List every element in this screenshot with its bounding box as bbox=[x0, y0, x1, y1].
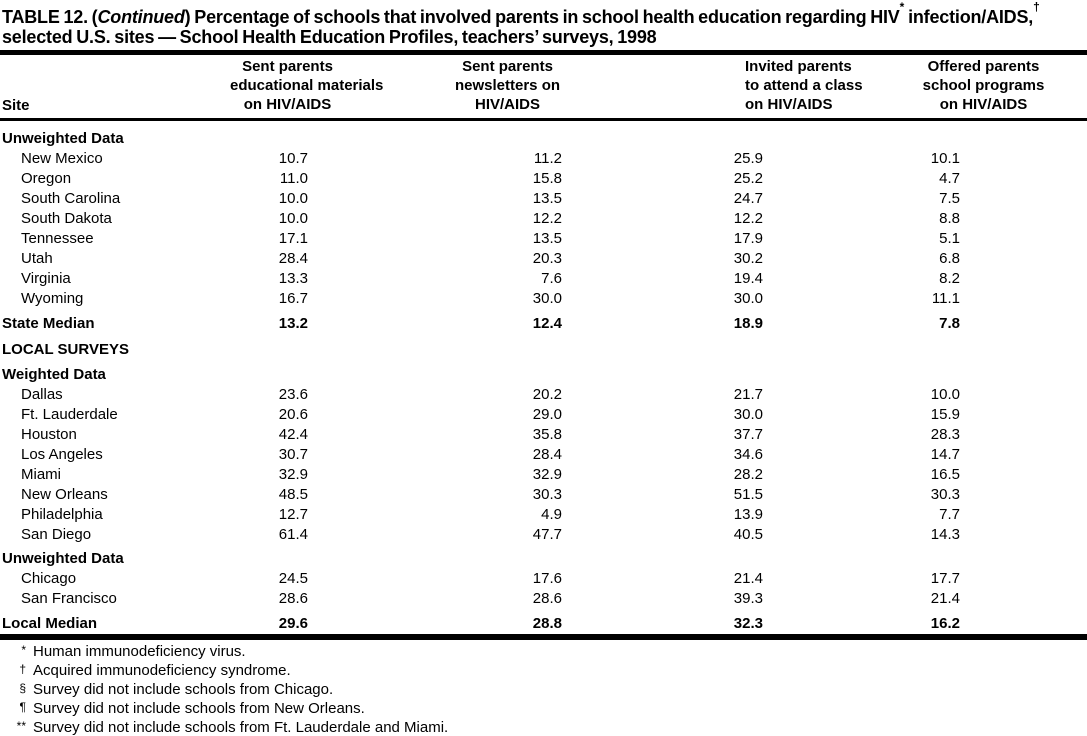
value-cell: 28.3 bbox=[930, 426, 960, 443]
value-cell: 16.5 bbox=[930, 466, 960, 483]
value-cell: 13.5 bbox=[532, 190, 562, 207]
table-row bbox=[0, 405, 1087, 425]
footnote-text: Human immunodeficiency virus. bbox=[33, 643, 246, 660]
site-cell: Houston bbox=[21, 426, 77, 443]
site-cell: San Francisco bbox=[21, 590, 117, 607]
section-row bbox=[0, 334, 1087, 360]
site-cell: Philadelphia bbox=[21, 506, 103, 523]
value-cell: 35.8 bbox=[532, 426, 562, 443]
site-cell: Virginia bbox=[21, 270, 71, 287]
table-row bbox=[0, 149, 1087, 169]
value-cell: 20.2 bbox=[532, 386, 562, 403]
table-body bbox=[0, 120, 1087, 635]
value-cell: 61.4 bbox=[278, 526, 308, 543]
table-header bbox=[0, 55, 1087, 120]
value-cell: 28.4 bbox=[278, 250, 308, 267]
value-cell: 10.0 bbox=[278, 210, 308, 227]
site-cell: Wyoming bbox=[21, 290, 84, 307]
table-row bbox=[0, 249, 1087, 269]
value-cell: 30.2 bbox=[733, 250, 763, 267]
header-line: school programs bbox=[922, 77, 1045, 94]
value-cell: 17.6 bbox=[532, 570, 562, 587]
column-header-invited bbox=[595, 55, 863, 120]
footnote-text: Acquired immunodeficiency syndrome. bbox=[33, 662, 291, 679]
value-cell: 21.4 bbox=[733, 570, 763, 587]
site-cell: Utah bbox=[21, 250, 53, 267]
section-row bbox=[0, 120, 1087, 150]
site-column-header: Site bbox=[0, 55, 230, 120]
section-label: Unweighted Data bbox=[2, 550, 124, 567]
value-cell: 13.2 bbox=[278, 315, 308, 332]
value-cell: 28.6 bbox=[532, 590, 562, 607]
title-text-part: ) Percentage of schools that involved parents in school health education regarding HIV bbox=[184, 7, 900, 27]
table-row bbox=[0, 485, 1087, 505]
value-cell: 30.3 bbox=[930, 486, 960, 503]
site-cell: New Mexico bbox=[21, 150, 103, 167]
footnote-mark: § bbox=[19, 681, 26, 695]
value-cell: 10.7 bbox=[278, 150, 308, 167]
header-line: on HIV/AIDS bbox=[939, 96, 1028, 113]
value-cell: 37.7 bbox=[733, 426, 763, 443]
footnote-text: Survey did not include schools from Ft. Lauderdale and Miami. bbox=[33, 719, 449, 736]
value-cell: 16.2 bbox=[930, 615, 960, 632]
value-cell: 7.7 bbox=[939, 506, 960, 523]
footnote-mark: † bbox=[19, 662, 26, 676]
footnote-mark: ¶ bbox=[19, 700, 26, 714]
value-cell: 13.9 bbox=[733, 506, 763, 523]
value-cell: 28.8 bbox=[532, 615, 562, 632]
footnote-line bbox=[4, 642, 1087, 661]
title-line-2: selected U.S. sites — School Health Education Profiles, teachers’ surveys, 1998 bbox=[2, 27, 657, 47]
section-label: LOCAL SURVEYS bbox=[2, 341, 129, 358]
value-cell: 20.6 bbox=[278, 406, 308, 423]
value-cell: 30.0 bbox=[733, 290, 763, 307]
value-cell: 21.4 bbox=[930, 590, 960, 607]
header-line: Sent parents bbox=[462, 58, 553, 75]
footnote-text: Survey did not include schools from Chicago. bbox=[33, 681, 334, 698]
header-line: on HIV/AIDS bbox=[745, 96, 833, 113]
value-cell: 4.9 bbox=[541, 506, 562, 523]
title-text-part: TABLE 12. ( bbox=[2, 7, 98, 27]
table-row bbox=[0, 269, 1087, 289]
value-cell: 7.6 bbox=[541, 270, 562, 287]
value-cell: 8.2 bbox=[939, 270, 960, 287]
value-cell: 8.8 bbox=[939, 210, 960, 227]
median-row bbox=[0, 609, 1087, 634]
value-cell: 14.7 bbox=[930, 446, 960, 463]
header-line: Invited parents bbox=[745, 58, 852, 75]
header-line: Sent parents bbox=[242, 58, 333, 75]
site-cell: New Orleans bbox=[21, 486, 108, 503]
value-cell: 29.6 bbox=[278, 615, 308, 632]
continued-label: Continued bbox=[97, 7, 185, 27]
value-cell: 32.9 bbox=[278, 466, 308, 483]
table-row bbox=[0, 569, 1087, 589]
footnote-line bbox=[4, 699, 1087, 718]
value-cell: 30.0 bbox=[532, 290, 562, 307]
header-line: newsletters on bbox=[454, 77, 561, 94]
header-line: HIV/AIDS bbox=[474, 96, 540, 113]
value-cell: 25.9 bbox=[733, 150, 763, 167]
table-row bbox=[0, 465, 1087, 485]
value-cell: 10.1 bbox=[930, 150, 960, 167]
value-cell: 6.8 bbox=[939, 250, 960, 267]
value-cell: 7.8 bbox=[939, 315, 960, 332]
table-row bbox=[0, 169, 1087, 189]
table-row bbox=[0, 525, 1087, 545]
site-cell: State Median bbox=[2, 315, 95, 332]
value-cell: 24.5 bbox=[278, 570, 308, 587]
value-cell: 7.5 bbox=[939, 190, 960, 207]
value-cell: 11.0 bbox=[279, 170, 308, 187]
site-cell: Local Median bbox=[2, 615, 98, 632]
site-cell: Dallas bbox=[21, 386, 63, 403]
footnote-line bbox=[4, 680, 1087, 699]
data-table bbox=[0, 55, 1087, 634]
value-cell: 12.7 bbox=[278, 506, 308, 523]
value-cell: 30.3 bbox=[532, 486, 562, 503]
table-row bbox=[0, 505, 1087, 525]
value-cell: 12.2 bbox=[532, 210, 562, 227]
aids-footnote-mark: † bbox=[1033, 0, 1040, 14]
value-cell: 47.7 bbox=[532, 526, 562, 543]
site-cell: Tennessee bbox=[21, 230, 94, 247]
value-cell: 13.5 bbox=[532, 230, 562, 247]
header-line: on HIV/AIDS bbox=[243, 96, 332, 113]
title-text-part: infection/AIDS, bbox=[904, 7, 1034, 27]
footnote-mark: ** bbox=[16, 719, 26, 733]
value-cell: 48.5 bbox=[278, 486, 308, 503]
value-cell: 20.3 bbox=[532, 250, 562, 267]
site-cell: Los Angeles bbox=[21, 446, 103, 463]
site-cell: Oregon bbox=[21, 170, 72, 187]
value-cell: 51.5 bbox=[733, 486, 763, 503]
value-cell: 34.6 bbox=[733, 446, 763, 463]
table-row bbox=[0, 589, 1087, 609]
table-row bbox=[0, 209, 1087, 229]
value-cell: 28.4 bbox=[532, 446, 562, 463]
value-cell: 16.7 bbox=[278, 290, 308, 307]
value-cell: 10.0 bbox=[278, 190, 308, 207]
value-cell: 28.6 bbox=[278, 590, 308, 607]
site-cell: San Diego bbox=[21, 526, 92, 543]
value-cell: 12.2 bbox=[733, 210, 763, 227]
section-label: Weighted Data bbox=[2, 366, 106, 383]
section-row bbox=[0, 545, 1087, 569]
value-cell: 30.0 bbox=[733, 406, 763, 423]
footnote-line bbox=[4, 661, 1087, 680]
table-row bbox=[0, 425, 1087, 445]
value-cell: 32.9 bbox=[532, 466, 562, 483]
value-cell: 12.4 bbox=[532, 315, 562, 332]
header-line: educational materials bbox=[230, 77, 384, 94]
value-cell: 17.1 bbox=[278, 230, 308, 247]
bottom-rule bbox=[0, 634, 1087, 640]
value-cell: 18.9 bbox=[733, 315, 763, 332]
value-cell: 25.2 bbox=[733, 170, 763, 187]
table-row bbox=[0, 289, 1087, 309]
value-cell: 15.9 bbox=[930, 406, 960, 423]
value-cell: 40.5 bbox=[733, 526, 763, 543]
footnote-line bbox=[4, 718, 1087, 736]
page-title bbox=[0, 0, 1087, 47]
site-cell: South Carolina bbox=[21, 190, 121, 207]
value-cell: 23.6 bbox=[278, 386, 308, 403]
header-line: to attend a class bbox=[745, 77, 863, 94]
table-row bbox=[0, 385, 1087, 405]
footnote-text: Survey did not include schools from New Orleans. bbox=[33, 700, 365, 717]
value-cell: 39.3 bbox=[733, 590, 763, 607]
section-label: Unweighted Data bbox=[2, 130, 124, 147]
value-cell: 24.7 bbox=[733, 190, 763, 207]
median-row bbox=[0, 309, 1087, 334]
value-cell: 28.2 bbox=[733, 466, 763, 483]
value-cell: 17.7 bbox=[930, 570, 960, 587]
footnote-mark: * bbox=[21, 643, 26, 657]
header-row bbox=[0, 55, 1087, 120]
value-cell: 32.3 bbox=[733, 615, 763, 632]
value-cell: 4.7 bbox=[939, 170, 960, 187]
site-cell: Ft. Lauderdale bbox=[21, 406, 118, 423]
value-cell: 11.2 bbox=[533, 150, 562, 167]
value-cell: 19.4 bbox=[733, 270, 763, 287]
value-cell: 29.0 bbox=[532, 406, 562, 423]
table-row bbox=[0, 229, 1087, 249]
value-cell: 42.4 bbox=[278, 426, 308, 443]
title-line-1 bbox=[2, 2, 1087, 27]
value-cell: 14.3 bbox=[930, 526, 960, 543]
value-cell: 21.7 bbox=[733, 386, 763, 403]
site-cell: Chicago bbox=[21, 570, 77, 587]
site-cell: Miami bbox=[21, 466, 61, 483]
value-cell: 15.8 bbox=[532, 170, 562, 187]
value-cell: 13.3 bbox=[278, 270, 308, 287]
value-cell: 17.9 bbox=[733, 230, 763, 247]
hiv-footnote-mark: * bbox=[899, 0, 905, 14]
header-line: Offered parents bbox=[927, 58, 1040, 75]
column-header-newsletters bbox=[395, 55, 595, 120]
section-row bbox=[0, 360, 1087, 385]
site-cell: South Dakota bbox=[21, 210, 112, 227]
value-cell: 11.1 bbox=[931, 290, 960, 307]
value-cell: 30.7 bbox=[278, 446, 308, 463]
value-cell: 10.0 bbox=[930, 386, 960, 403]
table-row bbox=[0, 445, 1087, 465]
footnotes bbox=[0, 642, 1087, 736]
value-cell: 5.1 bbox=[939, 230, 960, 247]
column-header-materials bbox=[230, 55, 395, 120]
table-row bbox=[0, 189, 1087, 209]
